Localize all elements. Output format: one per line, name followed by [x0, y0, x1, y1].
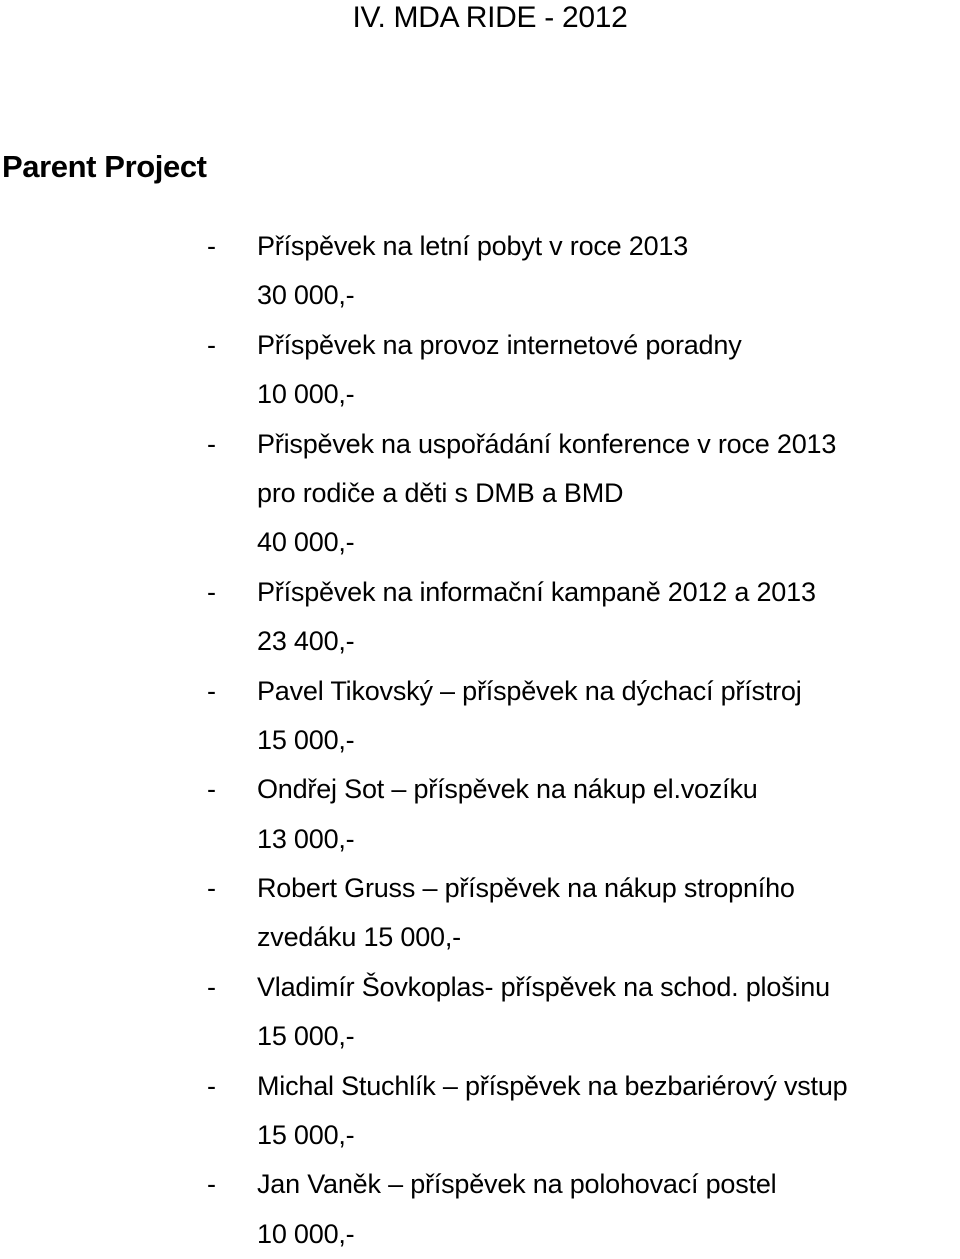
list-item: [0, 321, 960, 370]
list-item-amount: [0, 716, 960, 765]
item-amount: 15 000,-: [257, 724, 355, 755]
section-heading: Parent Project: [2, 149, 207, 184]
bullet-dash: -: [207, 1169, 216, 1200]
list-item-amount: [0, 913, 960, 962]
list-item: [0, 1062, 960, 1111]
item-amount: zvedáku 15 000,-: [257, 922, 461, 953]
item-description: Robert Gruss – příspěvek na nákup stropního: [257, 873, 795, 904]
list-item: [0, 963, 960, 1012]
list-item-amount: [0, 271, 960, 320]
item-amount: 10 000,-: [257, 379, 355, 410]
list-item-continuation: [0, 469, 960, 518]
list-item: [0, 1160, 960, 1209]
item-amount: 30 000,-: [257, 280, 355, 311]
list-item-amount: [0, 518, 960, 567]
bullet-dash: -: [207, 873, 216, 904]
bullet-dash: -: [207, 971, 216, 1002]
item-description: Přispěvek na uspořádání konference v roce 2013: [257, 428, 837, 459]
list-item-amount: [0, 1012, 960, 1061]
item-description-continued: pro rodiče a děti s DMB a BMD: [257, 477, 624, 508]
item-description: Ondřej Sot – příspěvek na nákup el.vozíku: [257, 774, 758, 805]
list-item-amount: [0, 370, 960, 419]
item-description: Příspěvek na provoz internetové poradny: [257, 329, 742, 360]
bullet-dash: -: [207, 231, 216, 261]
item-amount: 10 000,-: [257, 1218, 355, 1249]
bullet-dash: -: [207, 329, 216, 360]
bullet-dash: -: [207, 675, 216, 706]
item-amount: 23 400,-: [257, 626, 355, 657]
bullet-dash: -: [207, 1070, 216, 1101]
list-item-amount: [0, 617, 960, 666]
list-item-amount: [0, 1210, 960, 1259]
item-amount: 15 000,-: [257, 1021, 355, 1052]
item-description: Vladimír Šovkoplas- příspěvek na schod. plošinu: [257, 971, 830, 1002]
list-item-amount: [0, 815, 960, 864]
list-item: [0, 765, 960, 814]
bullet-dash: -: [207, 774, 216, 805]
list-item: [0, 222, 960, 271]
item-amount: 40 000,-: [257, 527, 355, 558]
list-item: [0, 864, 960, 913]
item-description: Příspěvek na letní pobyt v roce 2013: [257, 231, 689, 261]
item-description: Pavel Tikovský – příspěvek na dýchací přístroj: [257, 675, 802, 706]
list-item: [0, 420, 960, 469]
item-description: Jan Vaněk – příspěvek na polohovací postel: [257, 1169, 777, 1200]
list-item: [0, 667, 960, 716]
bullet-dash: -: [207, 576, 216, 607]
contribution-list: [0, 222, 960, 1259]
item-amount: 15 000,-: [257, 1120, 355, 1151]
item-amount: 13 000,-: [257, 823, 355, 854]
item-description: Michal Stuchlík – příspěvek na bezbariérový vstup: [257, 1070, 848, 1101]
list-item-amount: [0, 1111, 960, 1160]
item-description: Příspěvek na informační kampaně 2012 a 2013: [257, 576, 816, 607]
bullet-dash: -: [207, 428, 216, 459]
list-item: [0, 568, 960, 617]
document-title: IV. MDA RIDE - 2012: [352, 1, 628, 34]
